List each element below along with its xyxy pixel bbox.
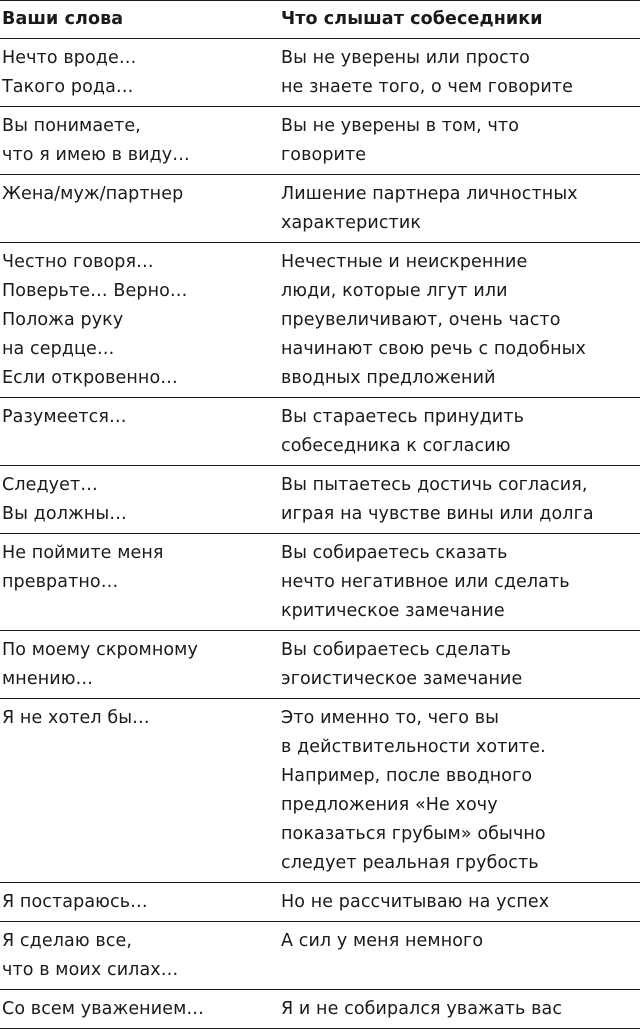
table-row [0,883,640,922]
table-row [0,699,640,883]
row-words: Нечто вроде… Такого рода… [2,48,137,97]
row-heard: Лишение партнера личностных характеристик [281,184,578,233]
table-row [0,534,640,631]
table-row [0,175,640,243]
row-heard: А сил у меня немного [281,931,484,951]
table-row [0,990,640,1029]
table-header [0,1,640,39]
row-heard: Вы стараетесь принудить собеседника к согласию [281,407,524,456]
row-words: Разумеется… [2,407,127,427]
header-what-listeners-hear: Что слышат собеседники [281,9,543,29]
row-heard: Это именно то, чего вы в действительности хотите. Например, после вводного предложения «Не хочу показаться грубым» обычно следует реальная грубость [281,708,546,873]
table-row [0,922,640,990]
table-row [0,631,640,699]
row-words: Со всем уважением… [2,999,204,1019]
row-words: Я постараюсь… [2,892,148,912]
row-heard: Вы не уверены или просто не знаете того, о чем говорите [281,48,573,97]
row-words: Не поймите меня превратно… [2,543,164,592]
row-words: Честно говоря… Поверьте… Верно… Положа руку на сердце… Если откровенно… [2,252,188,388]
row-heard: Вы не уверены в том, что говорите [281,116,520,165]
row-heard: Нечестные и неискренние люди, которые лгут или преувеличивают, очень часто начинают свою речь с подобных вводных предложений [281,252,587,388]
row-heard: Вы пытаетесь достичь согласия, играя на чувстве вины или долга [281,475,594,524]
row-words: Вы понимаете, что я имею в виду… [2,116,190,165]
table-row [0,39,640,107]
table-row [0,243,640,398]
table-row [0,107,640,175]
row-heard: Я и не собирался уважать вас [281,999,563,1019]
table-row [0,466,640,534]
row-words: Я не хотел бы… [2,708,150,728]
row-heard: Вы собираетесь сказать нечто негативное или сделать критическое замечание [281,543,570,621]
row-heard: Вы собираетесь сделать эгоистическое замечание [281,640,523,689]
row-words: Жена/муж/партнер [2,184,184,204]
row-words: Следует… Вы должны… [2,475,127,524]
row-words: По моему скромному мнению… [2,640,198,689]
row-words: Я сделаю все, что в моих силах… [2,931,179,980]
table-row [0,398,640,466]
header-your-words: Ваши слова [2,9,124,29]
row-heard: Но не рассчитываю на успех [281,892,550,912]
